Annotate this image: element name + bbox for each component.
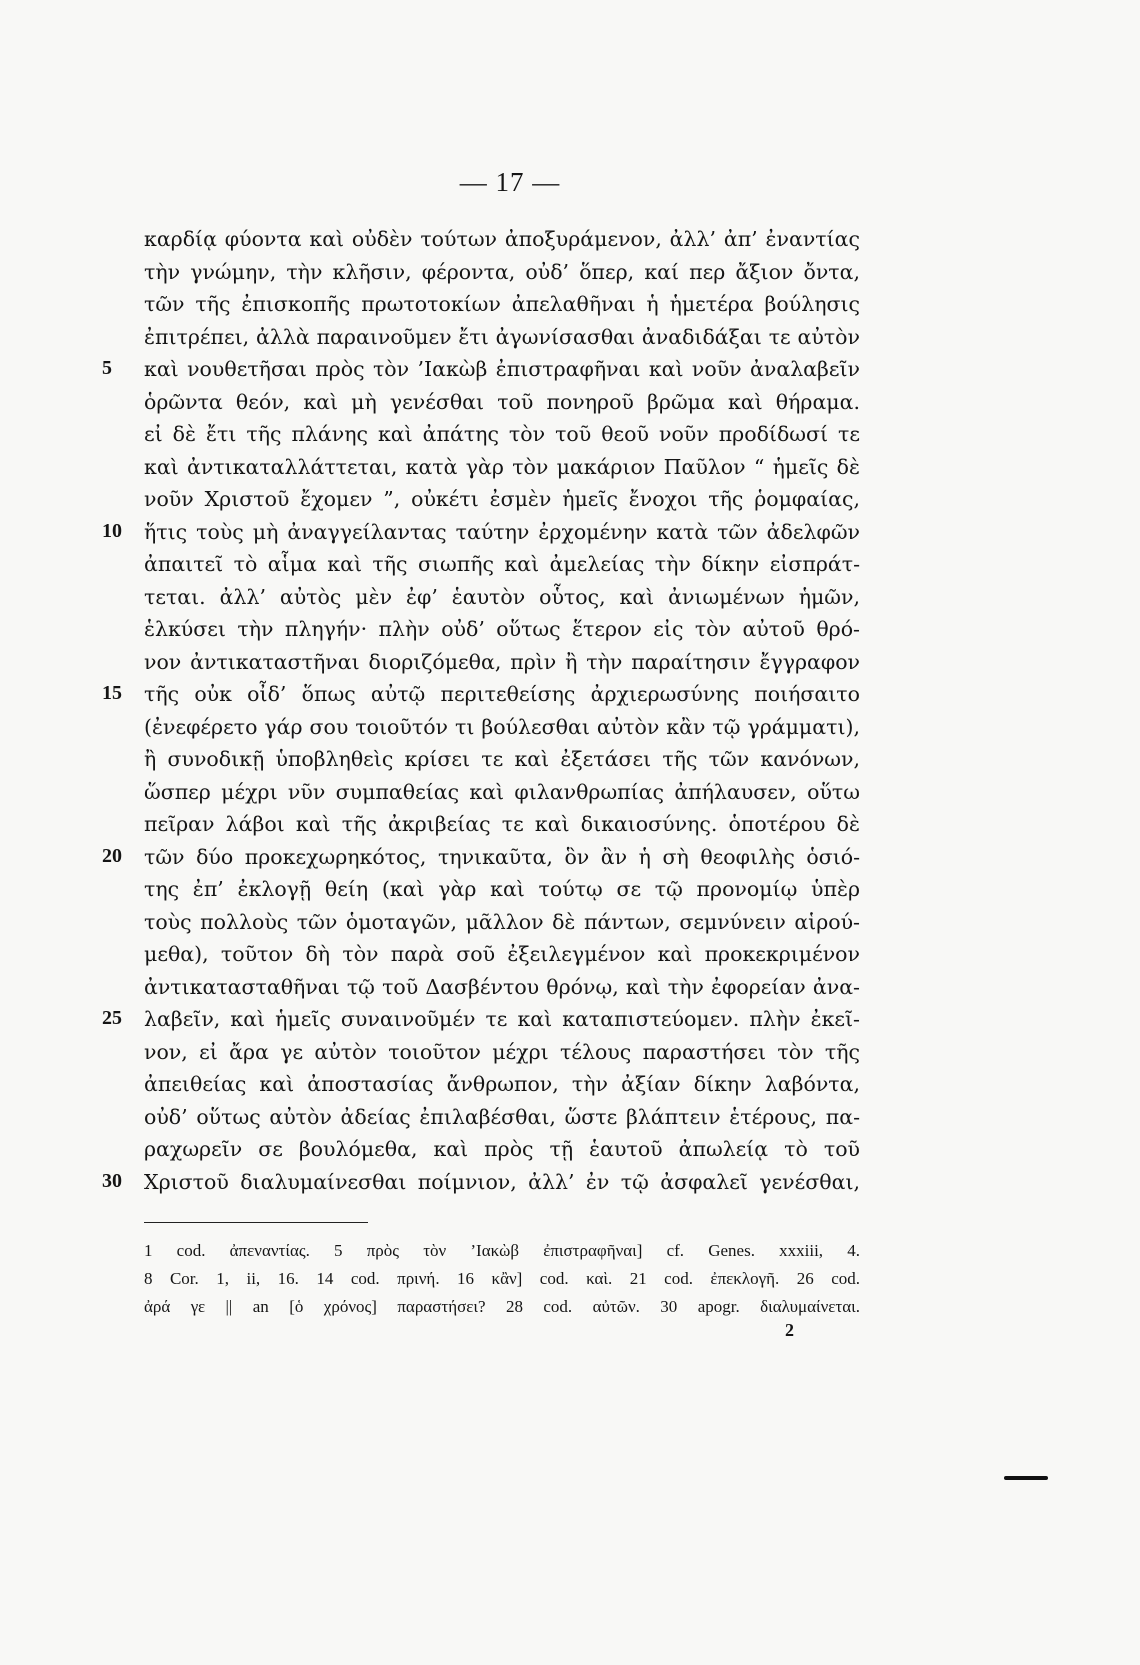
main-text: [0, 225, 1140, 1200]
line-text: (ἐνεφέρετο γάρ σου τοιοῦτόν τι βούλεσθαι αὐτὸν κἂν τῷ γράμματι),: [144, 714, 860, 739]
text-line: [0, 745, 1140, 778]
line-number: 5: [102, 357, 112, 379]
line-text: νοῦν Χριστοῦ ἔχομεν ”, οὐκέτι ἐσμὲν ἡμεῖς ἔνοχοι τῆς ῥομφαίας,: [144, 487, 860, 511]
line-text: καρδίᾳ φύοντα καὶ οὐδὲν τούτων ἀποξυράμενον, ἀλλ’ ἀπ’ ἐναντίας: [144, 227, 860, 251]
line-text: καὶ νουθετῆσαι πρὸς τὸν ’Ιακὼβ ἐπιστραφῆναι καὶ νοῦν ἀναλαβεῖν: [144, 357, 860, 381]
text-line: [0, 1070, 1140, 1103]
text-line: [0, 648, 1140, 681]
line-text: ἀπαιτεῖ τὸ αἷμα καὶ τῆς σιωπῆς καὶ ἀμελείας τὴν δίκην εἰσπράτ-: [144, 552, 860, 576]
line-text: Χριστοῦ διαλυμαίνεσθαι ποίμνιον, ἀλλ’ ἐν τῷ ἀσφαλεῖ γενέσθαι,: [144, 1169, 860, 1194]
line-text: ἀντικατασταθῆναι τῷ τοῦ Δασβέντου θρόνῳ, καὶ τὴν ἐφορείαν ἀνα-: [144, 974, 860, 999]
text-line: [0, 225, 1140, 258]
text-line: [0, 1168, 1140, 1201]
text-line: [0, 908, 1140, 941]
text-line: [0, 810, 1140, 843]
line-number: 20: [102, 844, 122, 867]
line-text: νον, εἰ ἄρα γε αὐτὸν τοιοῦτον μέχρι τέλους παραστήσει τὸν τῆς: [144, 1039, 860, 1064]
line-text: ὥσπερ μέχρι νῦν συμπαθείας καὶ φιλανθρωπίας ἀπήλαυσεν, οὕτω: [144, 779, 860, 804]
line-text: μεθα), τοῦτον δὴ τὸν παρὰ σοῦ ἐξειλεγμένον καὶ προκεκριμένον: [144, 942, 860, 966]
footnote-line: 8 Cor. 1, ii, 16. 14 cod. πρινή. 16 κἂν] cod. καὶ. 21 cod. ἐπεκλογῆ. 26 cod.: [144, 1269, 860, 1288]
text-line: [0, 1103, 1140, 1136]
line-text: ὁρῶντα θεόν, καὶ μὴ γενέσθαι τοῦ πονηροῦ βρῶμα καὶ θήραμα.: [144, 389, 860, 414]
text-line: [0, 258, 1140, 291]
signature-mark: 2: [785, 1320, 794, 1340]
text-line: [0, 1005, 1140, 1038]
footnote-line: ἀρά γε || an [ὁ χρόνος] παραστήσει? 28 cod. αὐτῶν. 30 apogr. διαλυμαίνεται.: [144, 1297, 860, 1316]
line-text: λαβεῖν, καὶ ἡμεῖς συναινοῦμέν τε καὶ καταπιστεύομεν. πλὴν ἐκεῖ-: [144, 1007, 860, 1031]
line-number: 10: [102, 519, 122, 542]
line-text: τῶν δύο προκεχωρηκότος, τηνικαῦτα, ὃν ἂν ἡ σὴ θεοφιλὴς ὁσιό-: [144, 844, 860, 869]
text-line: [0, 583, 1140, 616]
line-text: ἀπειθείας καὶ ἀποστασίας ἄνθρωπον, τὴν ἀξίαν δίκην λαβόντα,: [144, 1072, 860, 1096]
text-line: [0, 290, 1140, 323]
ink-mark: [1004, 1476, 1048, 1480]
text-line: [0, 973, 1140, 1006]
text-line: [0, 485, 1140, 518]
text-line: [0, 1135, 1140, 1168]
text-line: [0, 323, 1140, 356]
text-line: [0, 420, 1140, 453]
line-number: 30: [102, 1169, 122, 1192]
line-text: ραχωρεῖν σε βουλόμεθα, καὶ πρὸς τῇ ἑαυτοῦ ἀπωλείᾳ τὸ τοῦ: [144, 1137, 860, 1161]
line-text: ἥτις τοὺς μὴ ἀναγγείλαντας ταύτην ἐρχομένην κατὰ τῶν ἀδελφῶν: [144, 519, 860, 544]
text-line: [0, 518, 1140, 551]
line-text: ἐπιτρέπει, ἀλλὰ παραινοῦμεν ἔτι ἀγωνίσασθαι ἀναδιδάξαι τε αὐτὸν: [144, 324, 860, 349]
text-line: [0, 355, 1140, 388]
line-text: τὴν γνώμην, τὴν κλῆσιν, φέροντα, οὐδ’ ὅπερ, καί περ ἄξιον ὄντα,: [144, 259, 860, 284]
text-line: [0, 615, 1140, 648]
text-line: [0, 778, 1140, 811]
text-line: [0, 1038, 1140, 1071]
line-text: της ἐπ’ ἐκλογῇ θείη (καὶ γὰρ καὶ τούτῳ σε τῷ προνομίῳ ὑπὲρ: [144, 877, 860, 901]
line-number: 25: [102, 1007, 122, 1029]
line-text: νον ἀντικαταστῆναι διοριζόμεθα, πρὶν ἢ τὴν παραίτησιν ἔγγραφον: [144, 649, 860, 674]
footnote-divider: [144, 1222, 368, 1223]
line-text: τῶν τῆς ἐπισκοπῆς πρωτοτοκίων ἀπελαθῆναι ἡ ἡμετέρα βούλησις: [144, 292, 860, 316]
line-text: τοὺς πολλοὺς τῶν ὁμοταγῶν, μᾶλλον δὲ πάντων, σεμνύνειν αἱρού-: [144, 909, 860, 934]
line-number: 15: [102, 682, 122, 704]
page-number: — 17 —: [459, 167, 561, 197]
text-line: [0, 680, 1140, 713]
text-line: [0, 713, 1140, 746]
line-text: τῆς οὐκ οἶδ’ ὅπως αὐτῷ περιτεθείσης ἀρχιερωσύνης ποιήσαιτο: [144, 682, 860, 706]
text-line: [0, 388, 1140, 421]
footnote-line: 1 cod. ἀπεναντίας. 5 πρὸς τὸν ’Ιακὼβ ἐπιστραφῆναι] cf. Genes. xxxiii, 4.: [144, 1241, 860, 1260]
line-text: εἰ δὲ ἔτι τῆς πλάνης καὶ ἀπάτης τὸν τοῦ θεοῦ νοῦν προδίδωσί τε: [144, 422, 860, 446]
text-line: [0, 843, 1140, 876]
line-text: οὐδ’ οὕτως αὐτὸν ἀδείας ἐπιλαβέσθαι, ὥστε βλάπτειν ἑτέρους, πα-: [144, 1104, 860, 1129]
footnotes: [144, 1237, 860, 1321]
text-line: [0, 453, 1140, 486]
line-text: τεται. ἀλλ’ αὐτὸς μὲν ἐφ’ ἑαυτὸν οὗτος, καὶ ἀνιωμένων ἡμῶν,: [144, 584, 860, 609]
line-text: ἑλκύσει τὴν πληγήν· πλὴν οὐδ’ οὕτως ἕτερον εἰς τὸν αὐτοῦ θρό-: [144, 617, 860, 641]
line-text: ἢ συνοδικῇ ὑποβληθεὶς κρίσει τε καὶ ἐξετάσει τῆς τῶν κανόνων,: [144, 747, 860, 771]
text-line: [0, 875, 1140, 908]
text-line: [0, 550, 1140, 583]
line-text: πεῖραν λάβοι καὶ τῆς ἀκριβείας τε καὶ δικαιοσύνης. ὁποτέρου δὲ: [144, 812, 860, 836]
text-line: [0, 940, 1140, 973]
line-text: καὶ ἀντικαταλλάττεται, κατὰ γὰρ τὸν μακάριον Παῦλον “ ἡμεῖς δὲ: [144, 454, 860, 479]
